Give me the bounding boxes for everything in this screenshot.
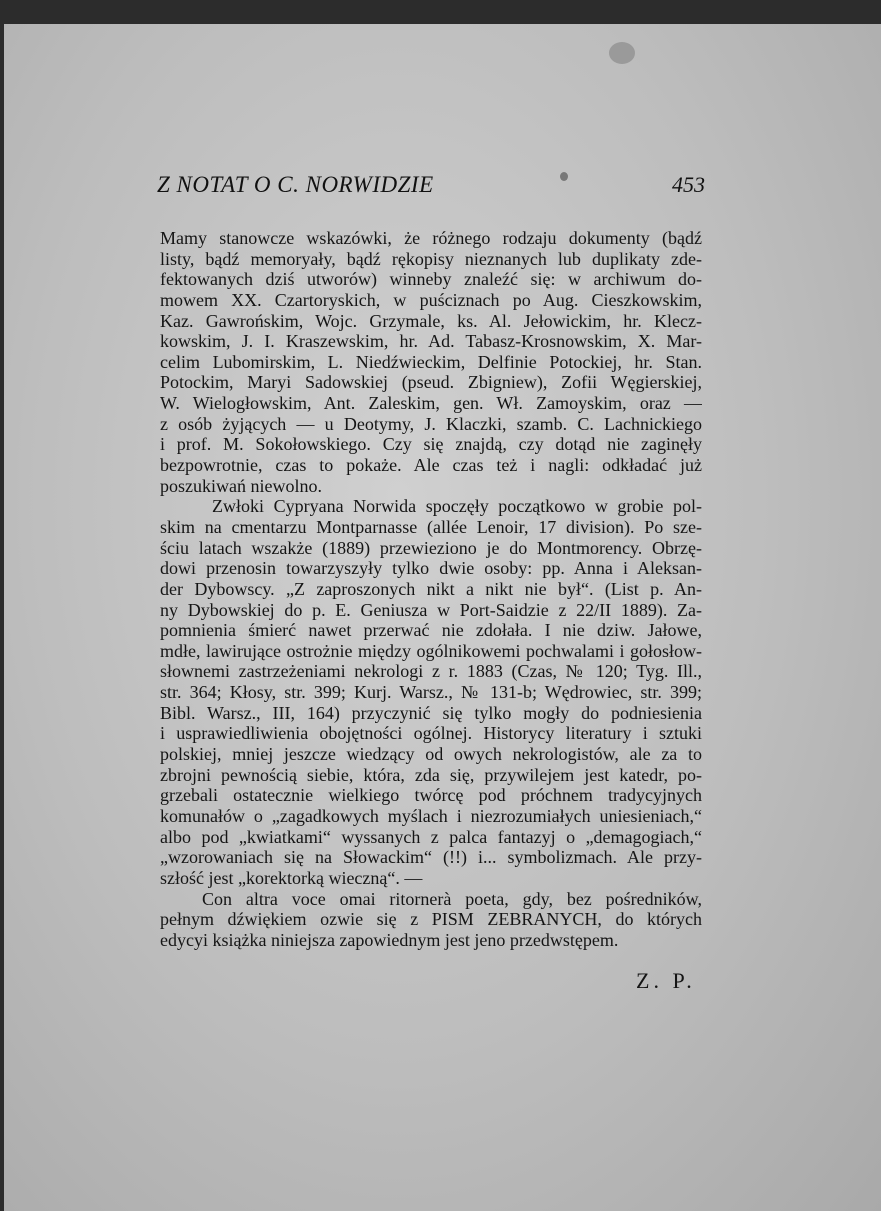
text-line: str. 364; Kłosy, str. 399; Kurj. Warsz., № 131-b; Wędrowiec, str. 399; — [160, 682, 702, 703]
text-line: grzebali ostatecznie wielkiego twórcę pod próchnem tradycyjnych — [160, 785, 702, 806]
running-header — [157, 172, 705, 208]
signature: Z. P. — [636, 968, 696, 993]
text-line: pełnym dźwiękiem ozwie się z PISM ZEBRANYCH, do których — [160, 909, 702, 930]
running-title: Z NOTAT O C. NORWIDZIE — [157, 172, 434, 197]
text-line: Mamy stanowcze wskazówki, że różnego rodzaju dokumenty (bądź — [160, 228, 702, 248]
text-line: celim Lubomirskim, L. Niedźwieckim, Delfinie Potockiej, hr. Stan. — [160, 351, 702, 372]
text-line: Zwłoki Cypryana Norwida spoczęły początkowo w grobie pol- — [212, 496, 702, 517]
text-line: i prof. M. Sokołowskiego. Czy się znajdą, czy dotąd nie zaginęły — [160, 434, 702, 455]
text-line: Kaz. Gawrońskim, Wojc. Grzymale, ks. Al. Jełowickim, hr. Klecz- — [160, 310, 702, 331]
text-line: Con altra voce omai ritornerà poeta, gdy, bez pośredników, — [202, 888, 702, 909]
text-line: skim na cmentarzu Montparnasse (allée Lenoir, 17 division). Po sze- — [160, 516, 702, 537]
text-line: ściu latach wszakże (1889) przewieziono je do Montmorency. Obrzę- — [160, 537, 702, 558]
page-number: 453 — [672, 172, 705, 197]
text-line: pomnienia śmierć nawet przerwać nie zdołała. I nie dziw. Jałowe, — [160, 620, 702, 641]
text-line: „wzorowaniach się na Słowackim“ (!!) i... symbolizmach. Ale przy- — [160, 847, 702, 868]
text-line: W. Wielogłowskim, Ant. Zaleskim, gen. Wł. Zamoyskim, oraz — — [160, 393, 702, 414]
text-line: szłość jest „korektorką wieczną“. — — [160, 867, 423, 888]
text-line: zbrojni pewnością siebie, która, zda się, przywilejem jest katedr, po- — [160, 764, 702, 785]
ink-smudge — [609, 42, 635, 64]
text-line: der Dybowscy. „Z zaproszonych nikt a nikt nie był“. (List p. An- — [160, 578, 702, 599]
text-line: poszukiwań niewolno. — [160, 475, 322, 496]
text-line: Potockim, Maryi Sadowskiej (pseud. Zbigniew), Zofii Węgierskiej, — [160, 372, 702, 393]
text-line: słownemi zastrzeżeniami nekrologi z r. 1883 (Czas, № 120; Tyg. Ill., — [160, 661, 702, 682]
text-line: mdłe, lawirujące ostrożnie między ogólnikowemi pochwalami i gołosłow- — [160, 640, 702, 661]
text-line: mowem XX. Czartoryskich, w puściznach po Aug. Cieszkowskim, — [160, 289, 702, 310]
text-line: bezpowrotnie, czas to pokaże. Ale czas też i nagli: odkładać już — [160, 455, 702, 476]
text-line: z osób żyjących — u Deotymy, J. Klaczki, szamb. C. Lachnickiego — [160, 413, 702, 434]
text-line: polskiej, mniej jeszcze wiedzący od owych nekrologistów, ale za to — [160, 744, 702, 765]
text-line: albo pod „kwiatkami“ wyssanych z palca fantazyj o „demagogiach,“ — [160, 826, 702, 847]
text-line: ny Dybowskiej do p. E. Geniusza w Port-Saidzie z 22/II 1889). Za- — [160, 599, 702, 620]
text-line: i usprawiedliwienia obojętności ogólnej. Historycy literatury i sztuki — [160, 723, 702, 744]
text-line: kowskim, J. I. Kraszewskim, hr. Ad. Tabasz-Krosnowskim, X. Mar- — [160, 331, 702, 352]
text-line: komunałów o „zagadkowych myślach i niezrozumiałych uniesieniach,“ — [160, 805, 702, 826]
text-line: Bibl. Warsz., III, 164) przyczynić się tylko mogły do podniesienia — [160, 702, 702, 723]
text-line: fektowanych dziś utworów) winneby znaleźć się: w archiwum do- — [160, 269, 702, 290]
text-line: edycyi książka niniejsza zapowiednym jest jeno przedwstępem. — [160, 929, 619, 950]
text-line: listy, bądź memoryały, bądź rękopisy nieznanych lub duplikaty zde- — [160, 248, 702, 269]
text-line: dowi przenosin towarzyszyły tylko dwie osoby: pp. Anna i Aleksan- — [160, 558, 702, 579]
body-text — [160, 228, 702, 950]
